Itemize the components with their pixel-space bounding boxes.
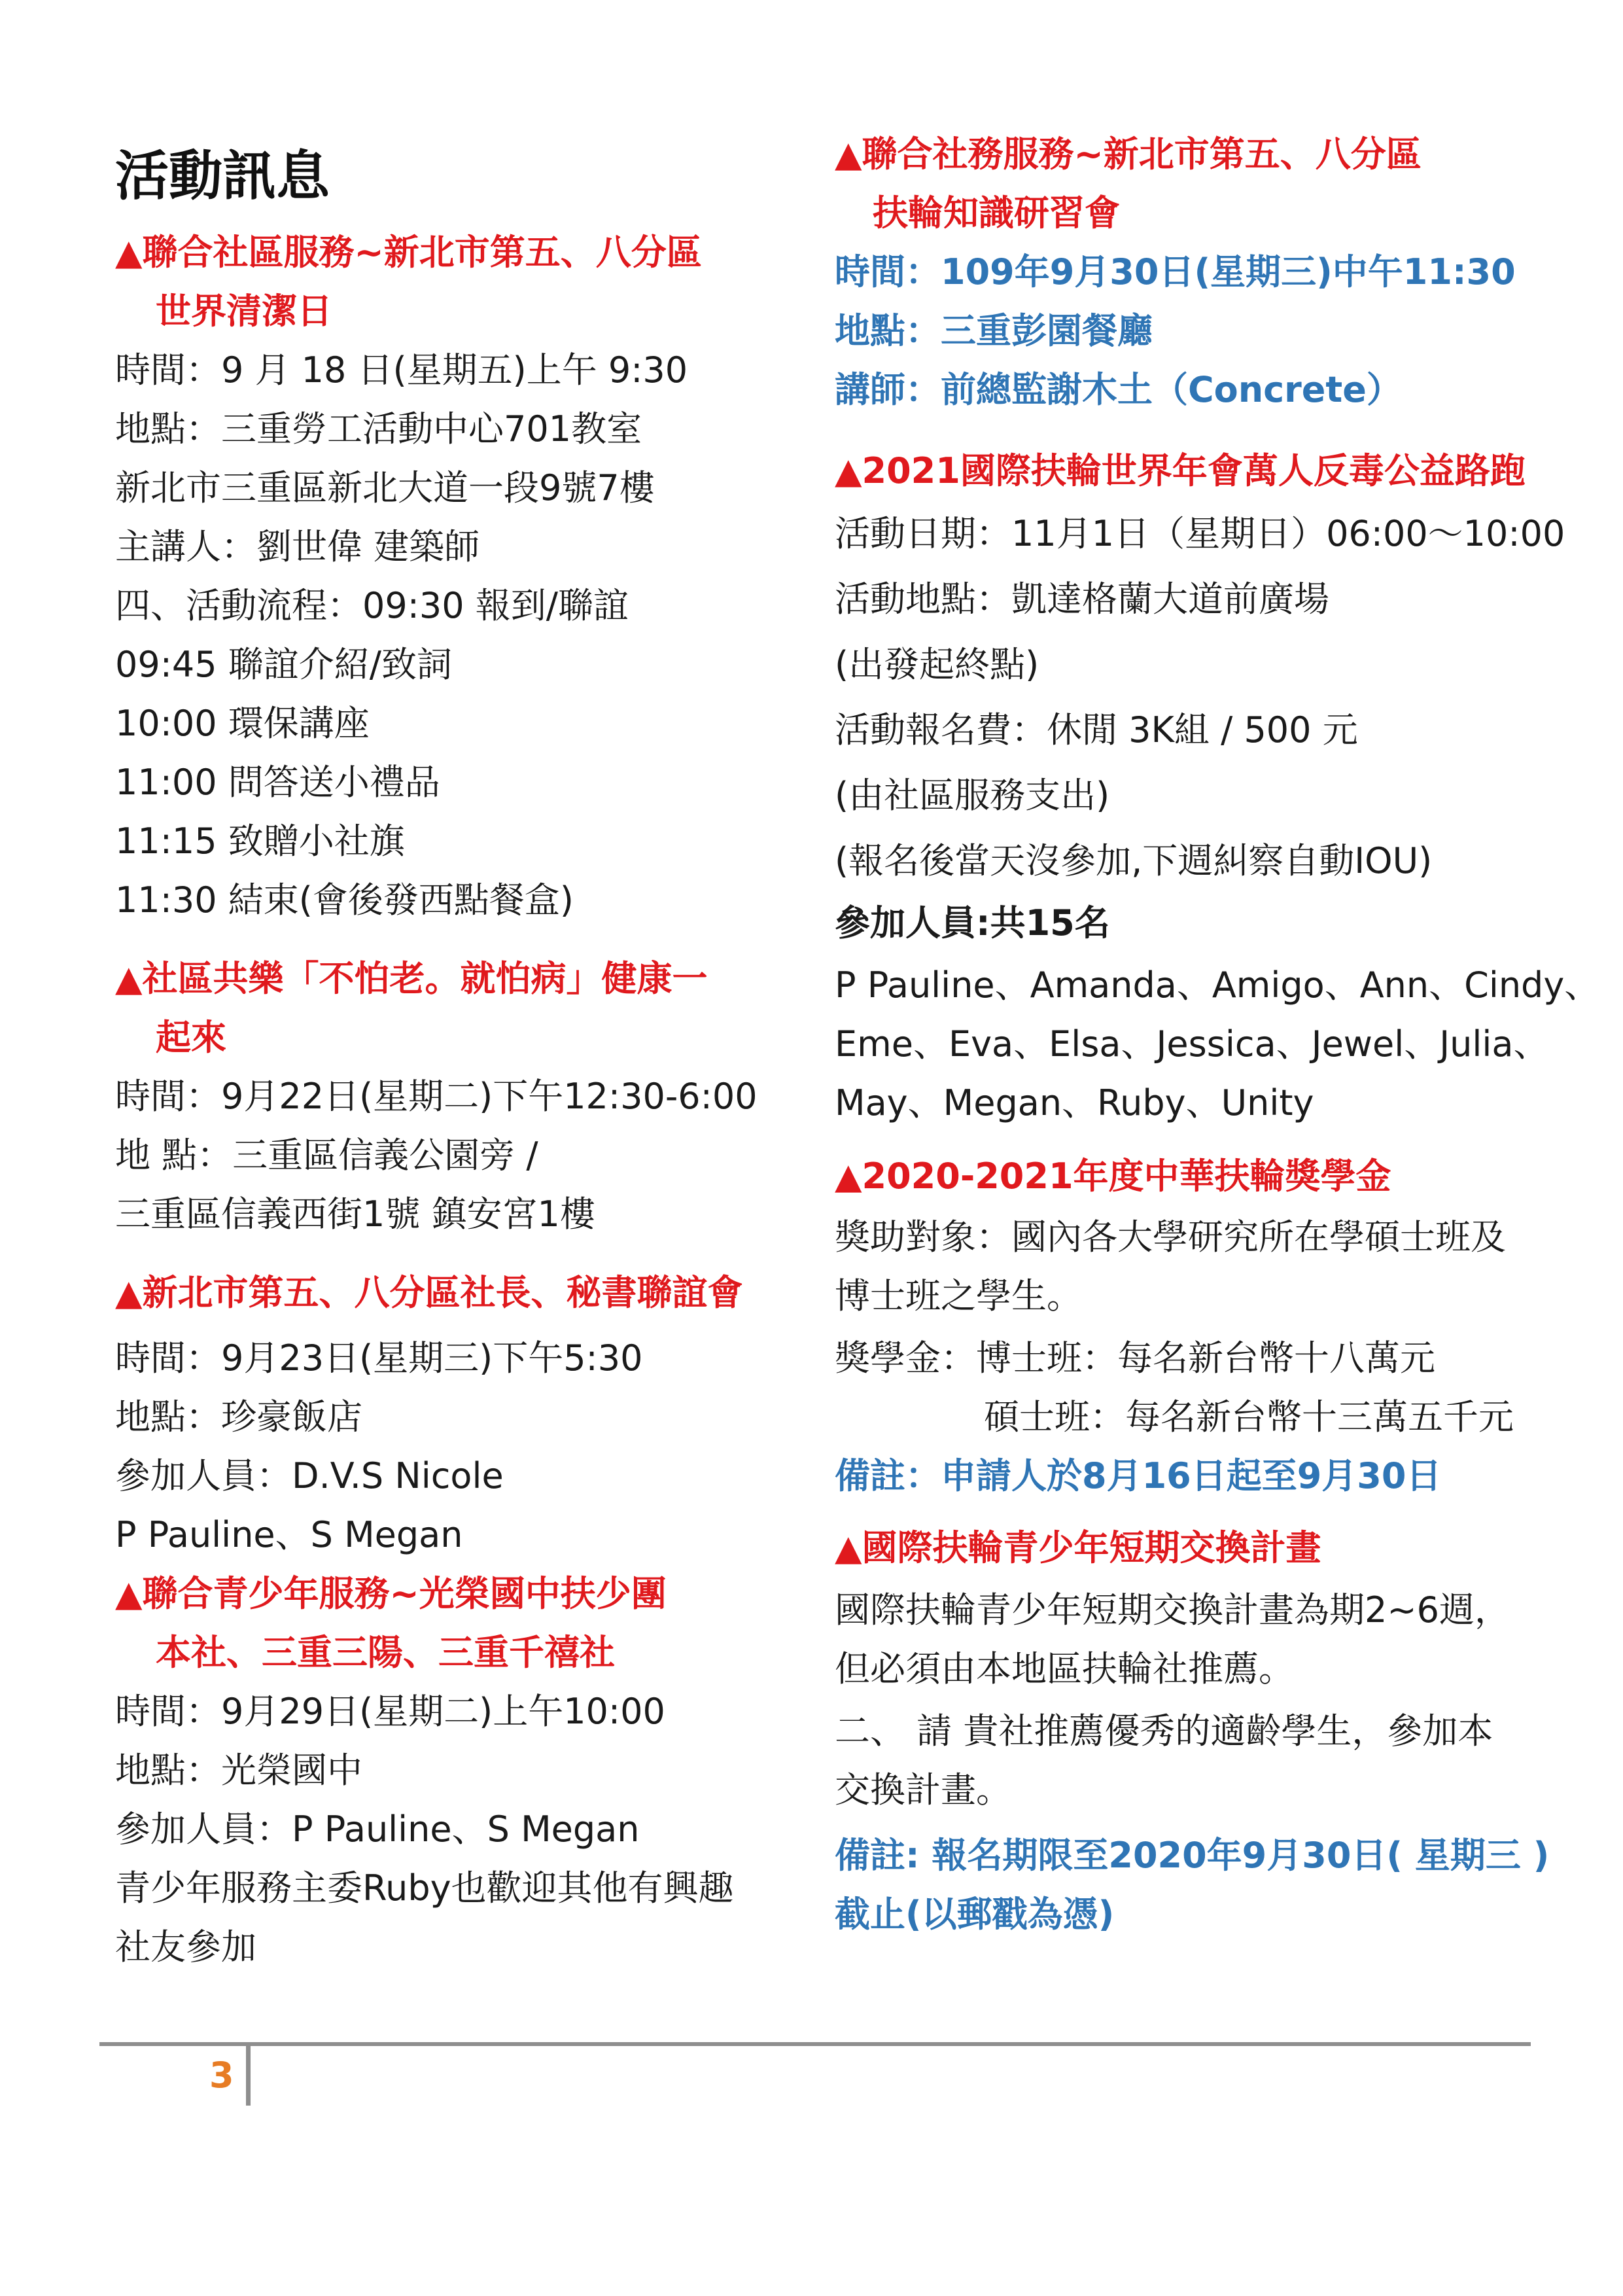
event-2-title: ▲社區共樂「不怕老。就怕病」健康一 [115,955,708,1002]
triangle-icon: ▲ [835,1156,862,1197]
event-4-line: 地點：光榮國中 [115,1750,362,1791]
participants-label: 參加人員:共15名 [835,902,1110,944]
event-1-title: ▲聯合社區服務~新北市第五、八分區 [115,229,702,276]
triangle-icon: ▲ [115,232,143,273]
event-3-line: 地點：珍豪飯店 [115,1396,362,1438]
event-1-line: 11:30 結束(會後發西點餐盒) [115,879,574,921]
event-r1-title: ▲聯合社務服務~新北市第五、八分區 [835,131,1422,178]
event-4-line: 參加人員：P Pauline、S Megan [115,1809,640,1850]
triangle-icon: ▲ [115,958,143,999]
event-r2-line: 活動報名費：休閒 3K組 / 500 元 [835,709,1358,751]
triangle-icon: ▲ [115,1573,143,1614]
event-4-line: 社友參加 [115,1926,256,1968]
event-4-line: 青少年服務主委Ruby也歡迎其他有興趣 [115,1867,734,1909]
event-1-line: 主講人：劉世偉 建築師 [115,526,480,567]
event-1-line: 11:15 致贈小社旗 [115,821,405,862]
event-1-line: 新北市三重區新北大道一段9號7樓 [115,467,655,508]
event-r1-line: 地點：三重彭園餐廳 [835,310,1153,351]
event-3-title: ▲新北市第五、八分區社長、秘書聯誼會 [115,1269,743,1316]
event-1-line: 四、活動流程：09:30 報到/聯誼 [115,585,629,626]
event-r4-line: 二、 請 貴社推薦優秀的適齡學生，參加本 [835,1710,1493,1752]
event-r3-note: 備註：申請人於8月16日起至9月30日 [835,1455,1442,1496]
event-1-title-cont: 世界清潔日 [156,291,332,332]
event-2-line: 時間：9月22日(星期二)下午12:30-6:00 [115,1076,758,1117]
event-r2-line: (出發起終點) [835,644,1039,685]
event-r2-line: (報名後當天沒參加,下週糾察自動IOU) [835,840,1433,881]
event-r4-title: ▲國際扶輪青少年短期交換計畫 [835,1525,1321,1572]
event-r3-line: 碩士班：每名新台幣十三萬五千元 [984,1396,1514,1438]
footer-separator [246,2045,251,2106]
event-4-title-cont: 本社、三重三陽、三重千禧社 [156,1632,615,1673]
event-r1-title-cont: 扶輪知識研習會 [873,192,1120,234]
event-r4-line: 交換計畫。 [835,1769,1011,1810]
event-1-line: 10:00 環保講座 [115,703,370,744]
footer-rule [99,2042,1531,2046]
event-2-line: 三重區信義西街1號 鎮安宮1樓 [115,1193,595,1235]
event-1-line: 時間：9 月 18 日(星期五)上午 9:30 [115,349,688,391]
event-2-line: 地 點：三重區信義公園旁 / [115,1135,538,1176]
event-r1-line: 時間：109年9月30日(星期三)中午11:30 [835,251,1516,292]
event-r2-title: ▲2021國際扶輪世界年會萬人反毒公益路跑 [835,448,1526,495]
event-1-line: 地點：三重勞工活動中心701教室 [115,408,642,450]
event-r4-note: 備註: 報名期限至2020年9月30日( 星期三 ) [835,1835,1550,1876]
triangle-icon: ▲ [835,1527,862,1568]
event-3-line: P Pauline、S Megan [115,1514,463,1555]
event-r4-line: 但必須由本地區扶輪社推薦。 [835,1648,1294,1689]
participants-line: May、Megan、Ruby、Unity [835,1082,1314,1123]
event-r1-line: 講師：前總監謝木土（Concrete） [835,369,1402,410]
event-r2-line: 活動日期：11月1日（星期日）06:00～10:00 [835,513,1565,554]
page-number: 3 [209,2055,234,2096]
event-4-line: 時間：9月29日(星期二)上午10:00 [115,1691,665,1732]
event-r3-title: ▲2020-2021年度中華扶輪獎學金 [835,1153,1391,1200]
triangle-icon: ▲ [835,133,862,175]
participants-line: P Pauline、Amanda、Amigo、Ann、Cindy、 [835,964,1600,1006]
event-r4-note-cont: 截止(以郵戳為憑) [835,1894,1115,1935]
event-4-title: ▲聯合青少年服務~光榮國中扶少團 [115,1570,667,1617]
event-r3-line: 獎學金：博士班：每名新台幣十八萬元 [835,1337,1435,1379]
event-r3-line: 博士班之學生。 [835,1275,1082,1316]
event-1-line: 09:45 聯誼介紹/致詞 [115,644,452,685]
event-r2-line: (由社區服務支出) [835,775,1110,816]
participants-line: Eme、Eva、Elsa、Jessica、Jewel、Julia、 [835,1023,1549,1065]
page-title: 活動訊息 [115,145,330,207]
event-2-title-cont: 起來 [156,1017,226,1058]
triangle-icon: ▲ [115,1272,143,1313]
event-r4-line: 國際扶輪青少年短期交換計畫為期2~6週， [835,1589,1510,1631]
triangle-icon: ▲ [835,450,862,491]
event-r2-line: 活動地點：凱達格蘭大道前廣場 [835,578,1329,620]
event-r3-line: 獎助對象：國內各大學研究所在學碩士班及 [835,1216,1506,1258]
event-1-line: 11:00 問答送小禮品 [115,762,440,803]
event-3-line: 時間：9月23日(星期三)下午5:30 [115,1337,643,1379]
event-3-line: 參加人員：D.V.S Nicole [115,1455,504,1496]
